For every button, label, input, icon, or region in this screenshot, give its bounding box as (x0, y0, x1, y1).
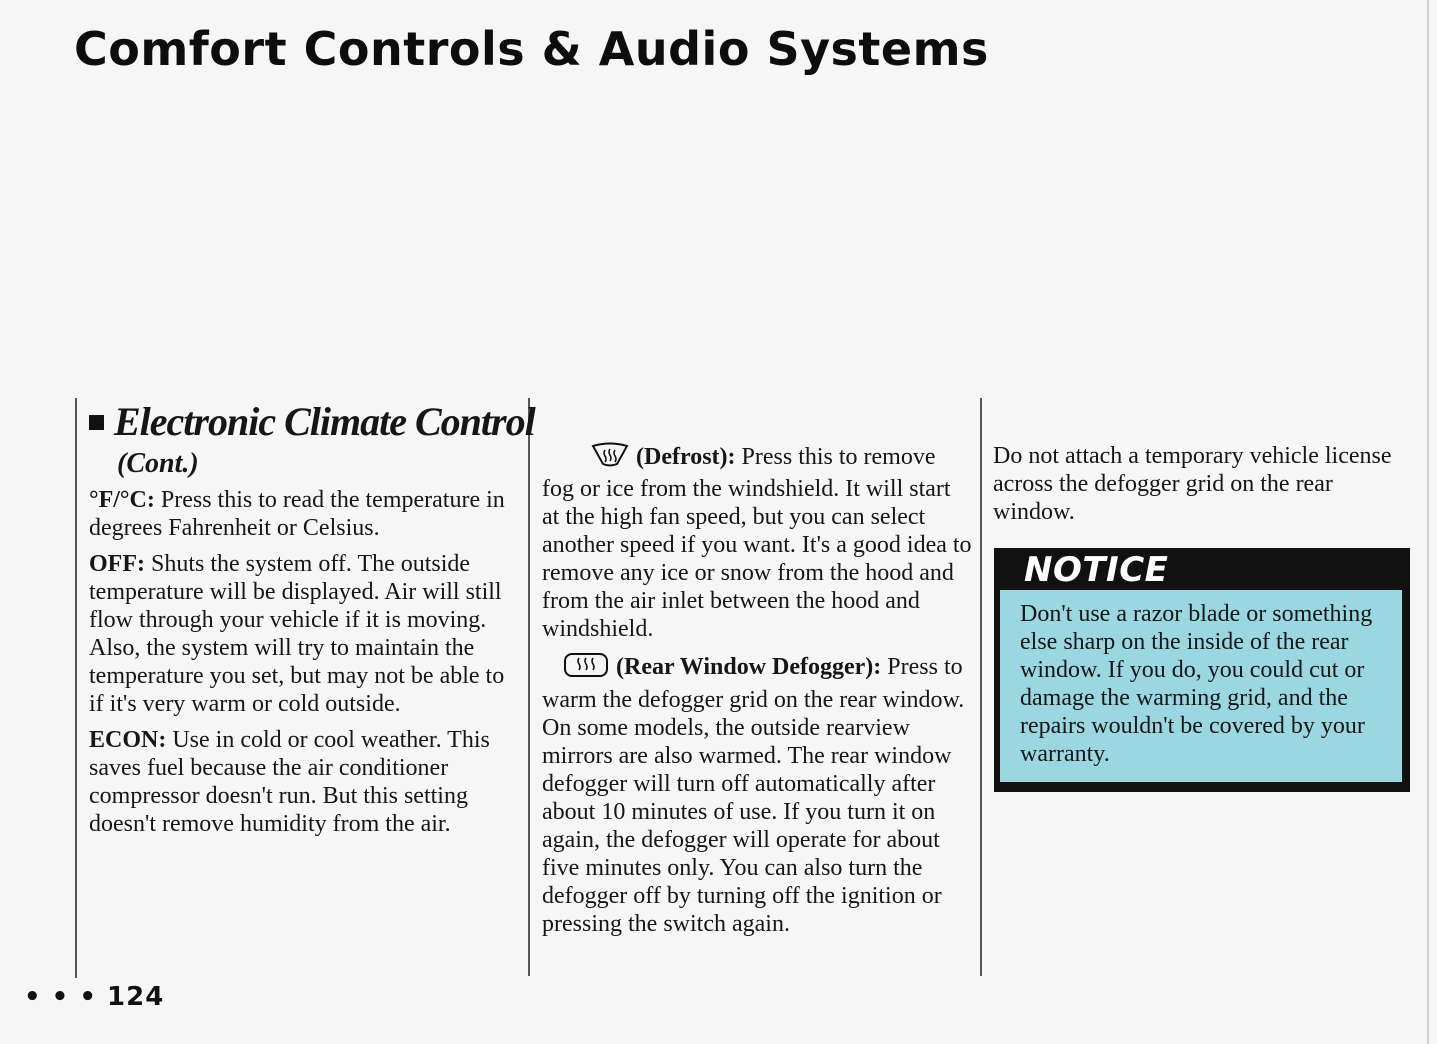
paragraph-rear-defogger (542, 651, 972, 938)
page-header-title: Comfort Controls & Audio Systems (74, 22, 989, 76)
term-label: °F/°C: (89, 487, 155, 513)
section-title (89, 398, 535, 446)
paragraph-fahrenheit-celsius (89, 486, 521, 542)
term-description: Shuts the system off. The outside temperature will be displayed. Air will still flow through your vehicle if it is moving. Also, the system will try to maintain the temperature you set, but may not be able to if it's very warm or cold outside. (89, 551, 505, 717)
page-marker-dots: • • • (24, 982, 97, 1012)
paragraph-defrost (542, 442, 972, 643)
column-2 (542, 442, 972, 946)
square-bullet-icon (89, 415, 104, 430)
column-divider (528, 398, 530, 976)
rear-defogger-icon (552, 651, 610, 686)
page-number-text: 124 (107, 982, 165, 1012)
term-label: (Defrost): (636, 444, 736, 471)
term-description: Press this to read the temperature in degrees Fahrenheit or Celsius. (89, 487, 505, 541)
notice-title: NOTICE (1024, 550, 1169, 590)
paragraph-econ (89, 726, 521, 838)
term-description: Press to warm the defogger grid on the rear window. On some models, the outside rearview mirrors are also warmed. The rear window defogger will turn off automatically after about 10 minutes of use. If you turn it on again, the defogger will operate for about five minutes only. You can also turn the defogger off by turning off the ignition or pressing the switch again. (542, 654, 965, 937)
page-number (24, 982, 164, 1012)
term-label: OFF: (89, 551, 145, 577)
paragraph-license-warning: Do not attach a temporary vehicle license across the defogger grid on the rear window. (993, 443, 1392, 525)
term-label: (Rear Window Defogger): (616, 654, 882, 681)
column-3 (993, 442, 1413, 534)
section-subtitle: (Cont.) (117, 448, 199, 479)
notice-body: Don't use a razor blade or something else sharp on the inside of the rear window. If you do, you could cut or damage the warming grid, and the repairs wouldn't be covered by your warranty. (1000, 590, 1402, 782)
page-edge (1427, 0, 1429, 1044)
column-1 (89, 398, 535, 846)
defrost-icon (566, 442, 630, 475)
term-description: Use in cold or cool weather. This saves fuel because the air conditioner compressor doesn't run. But this setting doesn't remove humidity from the air. (89, 727, 490, 837)
section-title-text: Electronic Climate Control (114, 399, 535, 444)
term-label: ECON: (89, 727, 167, 753)
column-divider (75, 398, 77, 978)
paragraph-off (89, 550, 521, 718)
column-divider (980, 398, 982, 976)
notice-box (994, 548, 1410, 792)
term-description: Press this to remove fog or ice from the windshield. It will start at the high fan speed, but you can select another speed if you want. It's a good idea to remove any ice or snow from the hood and from the air inlet between the hood and windshield. (542, 444, 972, 642)
